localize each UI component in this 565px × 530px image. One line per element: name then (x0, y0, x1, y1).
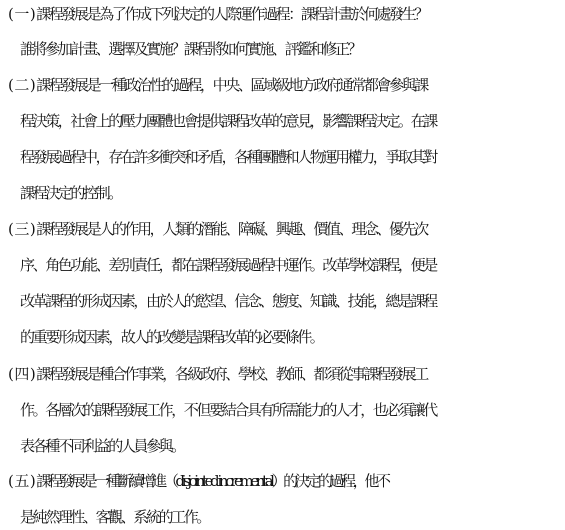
paragraph-3-text-line-4: 的重要形成因素，故人的改變是課程改革的必要條件。 (20, 328, 323, 346)
paragraph-3-marker: (三) (8, 220, 37, 238)
paragraph-4-line-1 (8, 362, 565, 386)
paragraph-4-marker: (四) (8, 365, 37, 383)
paragraph-1-marker: (一) (8, 5, 37, 23)
paragraph-2-marker: (二) (8, 76, 37, 94)
paragraph-5-marker: (五) (8, 472, 37, 490)
paragraph-4-text-line-2: 作。各層次的課程發展工作，不但要結合具有所需能力的人才，也必須讓代 (20, 401, 436, 419)
paragraph-3-text-line-3: 改革課程的形成因素，由於人的慾望、信念、態度、知識、技能，總是課程 (20, 292, 436, 310)
paragraph-3-line-1 (8, 217, 565, 241)
paragraph-2-text-line-1: 課程發展是一種政治性的過程，中央、區域級地方政府通常都會參與課 (36, 76, 427, 94)
paragraph-5-line-1 (8, 469, 565, 493)
paragraph-1-line-2 (20, 37, 565, 61)
paragraph-2-text-line-3: 程發展過程中，存在許多衝突和矛盾，各種團體和人物運用權力，爭取其對 (20, 148, 436, 166)
paragraph-1-line-1 (8, 2, 565, 26)
paragraph-2-line-1 (8, 73, 565, 97)
paragraph-3-text-line-1: 課程發展是人的作用，人類的潛能、障礙、興趣、價值、理念、優先次 (36, 220, 427, 238)
paragraph-2-line-2 (20, 109, 565, 133)
paragraph-1-text-line-2: 誰將參加計畫、選擇及實施？課程將如何實施、評鑑和修正？ (20, 40, 361, 58)
paragraph-2-line-3 (20, 145, 565, 169)
paragraph-2-text-line-4: 課程決定的控制。 (20, 184, 121, 202)
paragraph-3-line-3 (20, 289, 565, 313)
paragraph-5-text-line-2: 是純然理性、客觀、系統的工作。 (20, 508, 210, 526)
paragraph-2-line-4 (20, 181, 565, 205)
paragraph-4-text-line-1: 課程發展是種合作事業，各級政府、學校、教師、都須從事課程發展工 (36, 365, 427, 383)
paragraph-5-line-2 (20, 505, 565, 529)
paragraph-4-line-3 (20, 434, 565, 458)
paragraph-4-text-line-3: 表各種不同利益的人員參與。 (20, 437, 184, 455)
paragraph-4-line-2 (20, 398, 565, 422)
paragraph-3-line-4 (20, 325, 565, 349)
paragraph-3-text-line-2: 序、角色功能、差別責任，都在課程發展過程中運作。改革學校課程，便是 (20, 256, 436, 274)
paragraph-5-text-line-1: 課程發展是一種斷續增進（disjointed incremental）的決定的過程，他不 (36, 472, 388, 490)
paragraph-2-text-line-2: 程決策，社會上的壓力團體也會提供課程改革的意見，影響課程決定。在課 (20, 112, 436, 130)
paragraph-1-text-line-1: 課程發展是為了作成下列決定的人際運作過程：課程計畫於何處發生？ (36, 5, 427, 23)
paragraph-3-line-2 (20, 253, 565, 277)
